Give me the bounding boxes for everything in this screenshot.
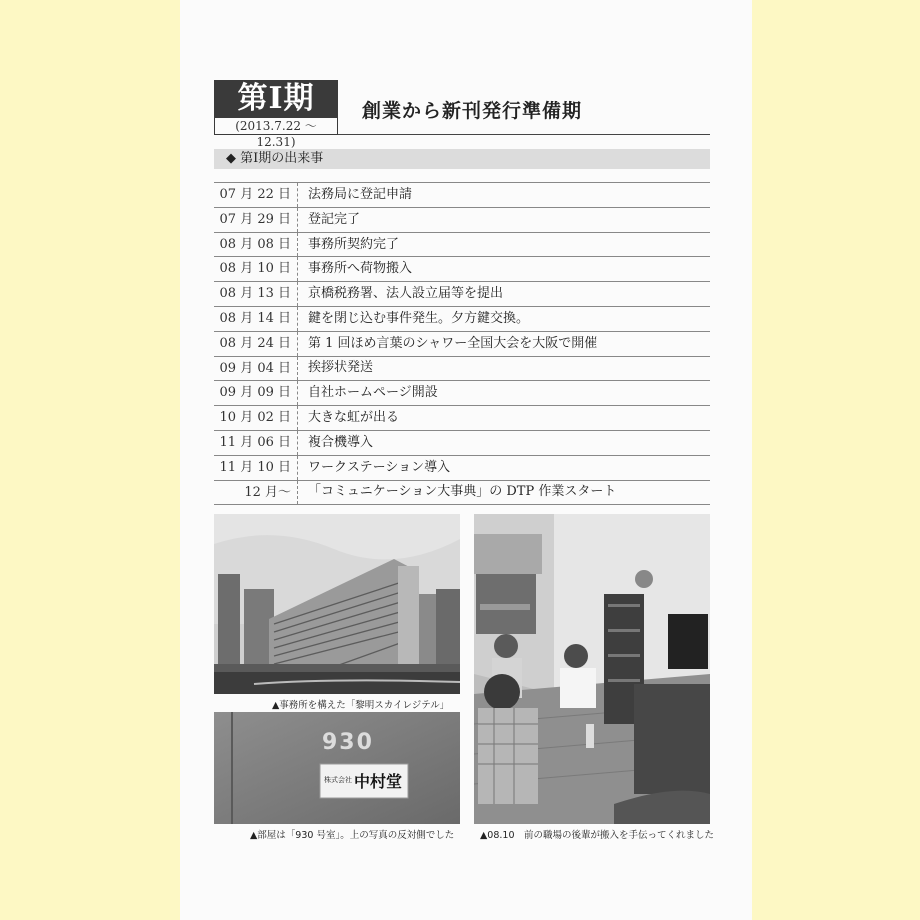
event-date: 09 月 04 日 (214, 357, 298, 381)
event-text: 第 1 回ほめ言葉のシャワー全国大会を大阪で開催 (308, 335, 598, 351)
building-photo (214, 514, 460, 694)
event-text: 自社ホームページ開設 (308, 385, 438, 401)
table-row (214, 307, 710, 332)
table-row (214, 282, 710, 307)
event-date: 08 月 10 日 (214, 257, 298, 281)
event-text: 複合機導入 (308, 434, 374, 450)
event-text: ワークステーション導入 (308, 459, 451, 475)
event-date: 11 月 10 日 (214, 456, 298, 480)
event-date: 10 月 02 日 (214, 406, 298, 430)
title-rule (338, 134, 710, 135)
table-row (214, 456, 710, 481)
event-date: 07 月 22 日 (214, 183, 298, 207)
room-photo (474, 514, 710, 824)
table-row (214, 381, 710, 406)
table-row (214, 257, 710, 282)
event-date: 09 月 09 日 (214, 381, 298, 405)
phase-dates: (2013.7.22 ～ 12.31) (214, 117, 338, 135)
phase-label: 第Ⅰ期 (214, 80, 338, 117)
event-date: 11 月 06 日 (214, 431, 298, 455)
event-text: 登記完了 (308, 211, 361, 227)
page-title: 創業から新刊発行準備期 (362, 100, 583, 122)
event-text: 事務所契約完了 (308, 236, 400, 252)
event-text: 法務局に登記申請 (308, 186, 413, 202)
section-heading: ◆ 第Ⅰ期の出来事 (214, 149, 710, 169)
table-row (214, 332, 710, 357)
door-photo (214, 712, 460, 824)
door-caption: ▲部屋は「930 号室」。上の写真の反対側でした (250, 830, 455, 841)
room-caption: ▲08.10 前の職場の後輩が搬入を手伝ってくれました (480, 830, 715, 841)
table-row (214, 406, 710, 431)
door-number: 930 (322, 730, 374, 755)
building-caption: ▲事務所を構えた「黎明スカイレジテル」 (272, 700, 450, 711)
event-text: 大きな虹が出る (308, 410, 400, 426)
events-table (214, 182, 710, 505)
event-text: 事務所へ荷物搬入 (308, 261, 413, 277)
event-text: 挨拶状発送 (308, 360, 374, 376)
document-page (180, 0, 752, 920)
event-text: 鍵を閉じ込む事件発生。夕方鍵交換。 (308, 310, 530, 326)
table-row (214, 481, 710, 506)
event-date: 08 月 08 日 (214, 233, 298, 257)
door-plate-prefix: 株式会社 (324, 776, 352, 784)
table-row (214, 233, 710, 258)
table-row (214, 208, 710, 233)
event-date: 08 月 14 日 (214, 307, 298, 331)
event-text: 京橋税務署、法人設立届等を提出 (308, 286, 504, 302)
event-date: 07 月 29 日 (214, 208, 298, 232)
door-plate-name: 中村堂 (354, 772, 403, 791)
table-row (214, 431, 710, 456)
table-row (214, 183, 710, 208)
event-date: 08 月 13 日 (214, 282, 298, 306)
event-date: 08 月 24 日 (214, 332, 298, 356)
event-text: 「コミュニケーション大事典」の DTP 作業スタート (308, 484, 617, 500)
event-date: 12 月～ (214, 481, 298, 505)
table-row (214, 357, 710, 382)
